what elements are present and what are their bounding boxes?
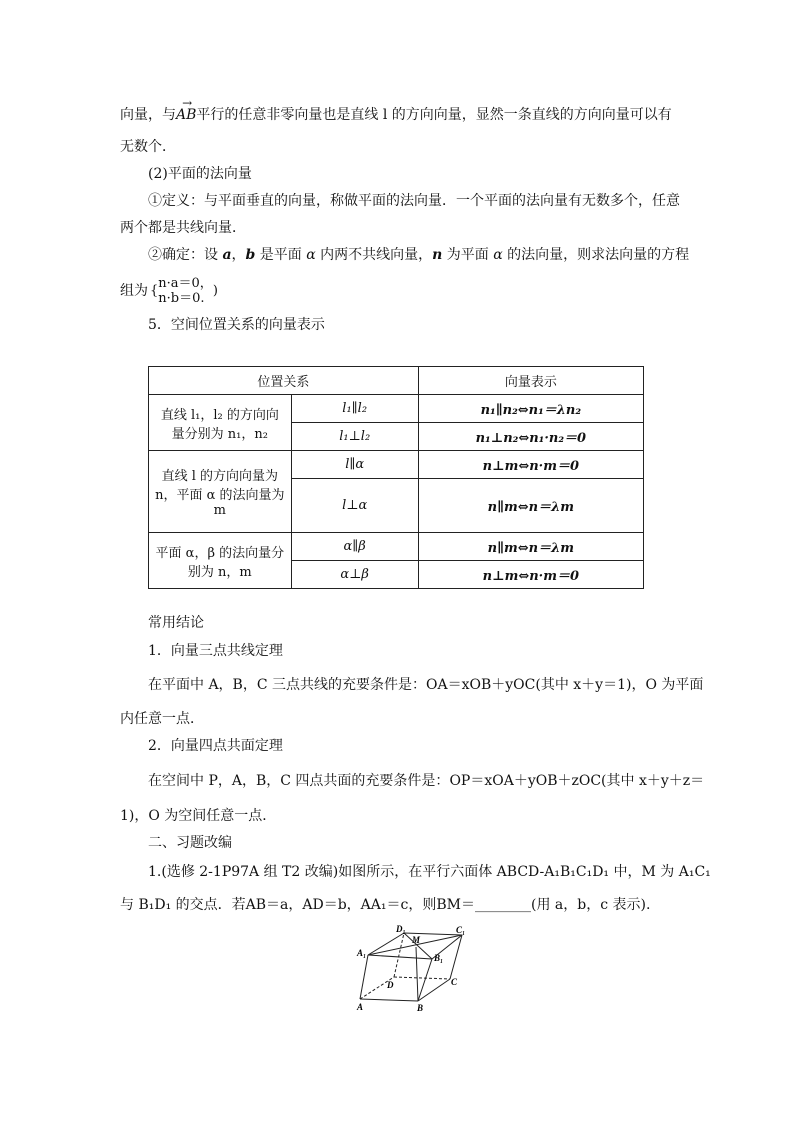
formula-span: OP＝xOA＋yOB＋zOC(其中 x＋y＋z＝ xyxy=(449,773,705,789)
section-heading: 5．空间位置关系的向量表示 xyxy=(148,317,325,333)
table-header: 位置关系 xyxy=(149,367,419,395)
text-line xyxy=(148,676,703,694)
table-cell: n⊥m⇔n·m＝0 xyxy=(418,451,643,479)
table-cell: l∥α xyxy=(291,451,418,479)
subheading: (2)平面的法向量 xyxy=(148,166,252,182)
edge xyxy=(360,999,418,1001)
vector-AB: → AB xyxy=(176,104,196,124)
parallelepiped-figure xyxy=(354,925,474,1015)
table-group-label: 直线 l 的方向向量为 n，平面 α 的法向量为 m xyxy=(149,451,292,533)
label-A1: A₁ xyxy=(357,948,367,958)
label-group: 组为 xyxy=(120,283,148,299)
section-heading: 二、习题改编 xyxy=(148,835,232,851)
hidden-edge xyxy=(394,933,404,977)
edge xyxy=(368,955,432,959)
table-group-label: 平面 α，β 的法向量分别为 n，m xyxy=(149,533,292,589)
theorem-title: 2．向量四点共面定理 xyxy=(148,738,283,754)
question-text: 与 B₁D₁ 的交点．若AB＝a，AD＝b，AA₁＝c，则BM＝________(用 a，b，c 表示). xyxy=(120,897,651,913)
label-C1: C₁ xyxy=(456,925,466,935)
label-A: A xyxy=(357,1002,364,1012)
equation-system: { n·a＝0， n·b＝0. ) xyxy=(150,276,218,306)
text-line xyxy=(148,772,704,790)
table-cell: n₁⊥n₂⇔n₁·n₂＝0 xyxy=(418,423,643,451)
equation-2: n·b＝0. xyxy=(158,291,205,306)
section-heading: 常用结论 xyxy=(148,615,204,631)
edge xyxy=(450,935,462,979)
table-cell: l₁∥l₂ xyxy=(291,395,418,423)
table-group-label: 直线 l₁，l₂ 的方向向量分别为 n₁，n₂ xyxy=(149,395,292,451)
table-cell: n∥m⇔n＝λm xyxy=(418,533,643,561)
text-line: ①定义：与平面垂直的向量，称做平面的法向量．一个平面的法向量有无数多个，任意 xyxy=(148,193,680,209)
hidden-edge xyxy=(394,977,450,979)
edge xyxy=(360,955,368,999)
edge xyxy=(368,933,404,955)
segment-bm xyxy=(416,947,418,1001)
table-cell: n₁∥n₂⇔n₁＝λn₂ xyxy=(418,395,643,423)
edge xyxy=(418,979,450,1001)
text-line: 两个都是共线向量． xyxy=(120,220,246,236)
text-line: 1)，O 为空间任意一点． xyxy=(120,808,277,824)
text-line: 内任意一点． xyxy=(120,711,204,727)
label-D1: D₁ xyxy=(396,925,406,934)
theorem-title: 1．向量三点共线定理 xyxy=(148,643,283,659)
text-line: 向量，与→ AB平行的任意非零向量也是直线 l 的方向向量，显然一条直线的方向向量可以有 xyxy=(120,104,672,124)
question-text: 1.(选修 2-1P97A 组 T2 改编)如图所示，在平行六面体 ABCD-A₁B₁C₁D₁ 中，M 为 A₁C₁ xyxy=(148,864,711,880)
text-span: 在平面中 A，B，C 三点共线的充要条件是： xyxy=(148,677,427,693)
text-line: 无数个． xyxy=(120,139,176,155)
table-cell: α∥β xyxy=(291,533,418,561)
label-B1: B₁ xyxy=(434,953,444,963)
table-cell: l⊥α xyxy=(291,479,418,533)
table-cell: n⊥m⇔n·m＝0 xyxy=(418,561,643,589)
label-M: M xyxy=(412,935,421,945)
table-cell: l₁⊥l₂ xyxy=(291,423,418,451)
table-cell: α⊥β xyxy=(291,561,418,589)
table-cell: n∥m⇔n＝λm xyxy=(418,479,643,533)
text-line: ②确定：设 a，b 是平面 α 内两不共线向量，n 为平面 α 的法向量，则求法向量的方程 xyxy=(148,247,690,263)
label-C: C xyxy=(451,977,458,987)
label-B: B xyxy=(417,1003,424,1013)
label-D: D xyxy=(387,980,394,990)
edge xyxy=(418,959,432,1001)
text-line xyxy=(120,276,218,306)
text-span: 在空间中 P，A，B，C 四点共面的充要条件是： xyxy=(148,773,450,789)
formula-span: OA＝xOB＋yOC(其中 x＋y＝1)，O 为平面 xyxy=(426,677,704,693)
table-header: 向量表示 xyxy=(418,367,643,395)
equation-1: n·a＝0， xyxy=(158,276,213,291)
relation-table xyxy=(148,366,644,589)
